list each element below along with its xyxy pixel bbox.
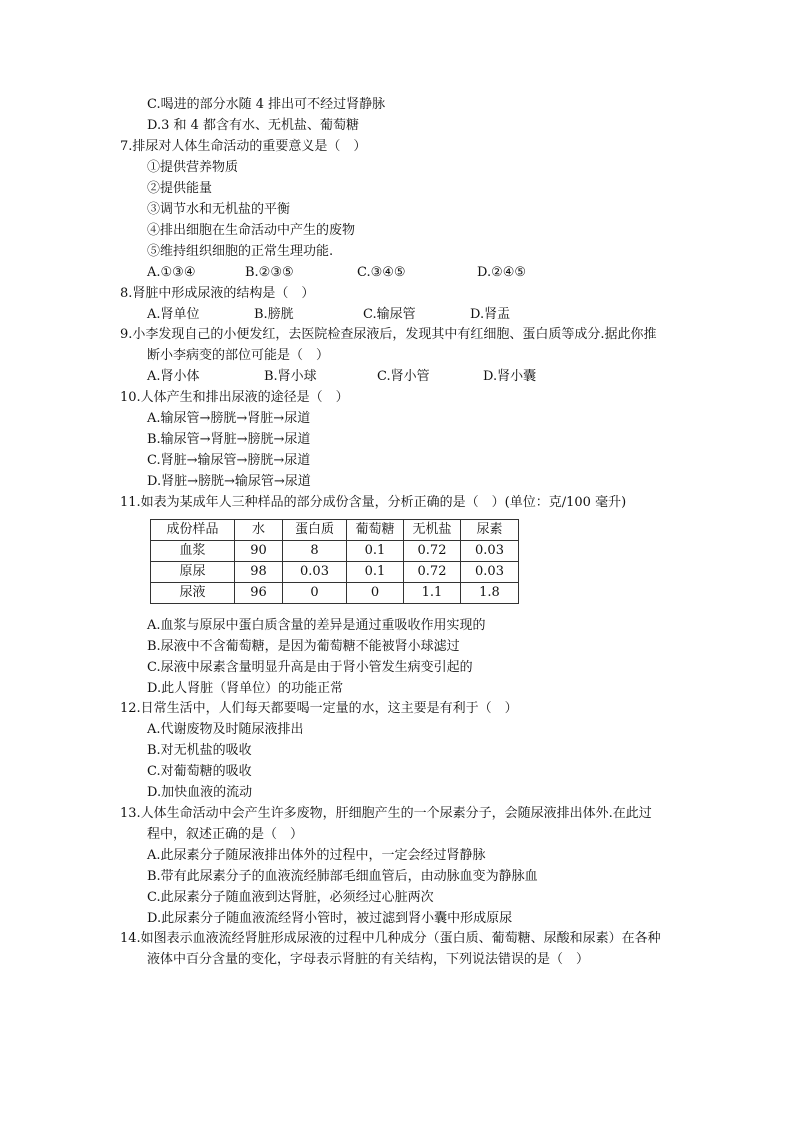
q9-option-a: A.肾小体: [147, 369, 200, 384]
table-cell: 8: [283, 541, 347, 562]
table-cell: 0: [283, 583, 347, 604]
q7-item-5: ⑤维持组织细胞的正常生理功能.: [147, 244, 334, 259]
table-cell: 0: [347, 583, 404, 604]
table-row: [151, 541, 519, 562]
table-row: [151, 583, 519, 604]
q14-stem-line1: 14.如图表示血液流经肾脏形成尿液的过程中几种成分（蛋白质、葡萄糖、尿酸和尿素）在各种: [120, 931, 661, 946]
table-cell: 0.1: [347, 541, 404, 562]
table-cell: 0.1: [347, 562, 404, 583]
q8-option-b: B.膀胱: [254, 307, 294, 322]
q7-option-c: C.③④⑤: [357, 265, 406, 280]
q12-option-c: C.对葡萄糖的吸收: [147, 764, 252, 779]
q6-option-d: D.3 和 4 都含有水、无机盐、葡萄糖: [147, 118, 360, 133]
q13-stem-line1: 13.人体生命活动中会产生许多废物，肝细胞产生的一个尿素分子，会随尿液排出体外.在此过: [120, 806, 652, 821]
q12-stem: 12.日常生活中，人们每天都要喝一定量的水，这主要是有利于（ ）: [120, 701, 518, 716]
table-header-cell: 成份样品: [151, 520, 235, 541]
table-header-cell: 尿素: [461, 520, 519, 541]
q9-stem-line2: 断小李病变的部位可能是（ ）: [147, 348, 330, 363]
table-cell: 原尿: [151, 562, 235, 583]
q13-stem-line2: 程中，叙述正确的是（ ）: [147, 827, 304, 842]
q9-stem-line1: 9.小李发现自己的小便发红，去医院检查尿液后，发现其中有红细胞、蛋白质等成分.据此你推: [120, 327, 657, 342]
q10-stem: 10.人体产生和排出尿液的途径是（ ）: [120, 390, 349, 405]
q14-stem-line2: 液体中百分含量的变化，字母表示肾脏的有关结构，下列说法错误的是（ ）: [147, 952, 590, 967]
table-cell: 96: [235, 583, 283, 604]
q7-option-a: A.①③④: [147, 265, 196, 280]
table-cell: 0.03: [461, 562, 519, 583]
q8-stem: 8.肾脏中形成尿液的结构是（ ）: [120, 286, 315, 301]
q10-option-c: C.肾脏→输尿管→膀胱→尿道: [147, 453, 311, 468]
table-cell: 0.72: [404, 541, 461, 562]
table-cell: 90: [235, 541, 283, 562]
q7-option-b: B.②③⑤: [245, 265, 294, 280]
q11-option-c: C.尿液中尿素含量明显升高是由于肾小管发生病变引起的: [147, 660, 473, 675]
q11-stem: 11.如表为某成年人三种样品的部分成份含量，分析正确的是（ ）(单位：克/100 毫升): [120, 495, 627, 510]
q9-option-b: B.肾小球: [264, 369, 317, 384]
q10-option-b: B.输尿管→肾脏→膀胱→尿道: [147, 432, 311, 447]
q8-option-d: D.肾盂: [470, 307, 511, 322]
q10-option-a: A.输尿管→膀胱→肾脏→尿道: [147, 411, 311, 426]
table-cell: 1.1: [404, 583, 461, 604]
q13-option-a: A.此尿素分子随尿液排出体外的过程中，一定会经过肾静脉: [147, 848, 486, 863]
q7-item-4: ④排出细胞在生命活动中产生的废物: [147, 223, 356, 238]
q13-option-b: B.带有此尿素分子的血液流经肺部毛细血管后，由动脉血变为静脉血: [147, 869, 538, 884]
q9-option-c: C.肾小管: [377, 369, 430, 384]
table-header-cell: 无机盐: [404, 520, 461, 541]
table-cell: 0.03: [461, 541, 519, 562]
table-cell: 0.72: [404, 562, 461, 583]
q10-option-d: D.肾脏→膀胱→输尿管→尿道: [147, 474, 311, 489]
table-cell: 0.03: [283, 562, 347, 583]
q7-item-1: ①提供营养物质: [147, 160, 239, 175]
q7-option-d: D.②④⑤: [477, 265, 527, 280]
table-cell: 尿液: [151, 583, 235, 604]
q12-option-d: D.加快血液的流动: [147, 785, 253, 800]
q11-option-a: A.血浆与原尿中蛋白质含量的差异是通过重吸收作用实现的: [147, 618, 486, 633]
q7-stem: 7.排尿对人体生命活动的重要意义是（ ）: [120, 139, 367, 154]
q7-item-3: ③调节水和无机盐的平衡: [147, 202, 291, 217]
q13-option-d: D.此尿素分子随血液流经肾小管时，被过滤到肾小囊中形成原尿: [147, 911, 513, 926]
composition-table: [150, 519, 519, 604]
q8-option-c: C.输尿管: [363, 307, 416, 322]
q9-option-d: D.肾小囊: [483, 369, 537, 384]
q12-option-b: B.对无机盐的吸收: [147, 743, 252, 758]
table-cell: 1.8: [461, 583, 519, 604]
table-header-cell: 蛋白质: [283, 520, 347, 541]
q11-option-d: D.此人肾脏（肾单位）的功能正常: [147, 681, 344, 696]
table-cell: 血浆: [151, 541, 235, 562]
q6-option-c: C.喝进的部分水随 4 排出可不经过肾静脉: [147, 97, 386, 112]
q13-option-c: C.此尿素分子随血液到达肾脏，必须经过心脏两次: [147, 890, 434, 905]
q8-option-a: A.肾单位: [147, 307, 200, 322]
table-cell: 98: [235, 562, 283, 583]
table-header-cell: 葡萄糖: [347, 520, 404, 541]
table-header-row: [151, 520, 519, 541]
q12-option-a: A.代谢废物及时随尿液排出: [147, 722, 304, 737]
table-row: [151, 562, 519, 583]
q11-option-b: B.尿液中不含葡萄糖，是因为葡萄糖不能被肾小球滤过: [147, 639, 460, 654]
table-header-cell: 水: [235, 520, 283, 541]
q7-item-2: ②提供能量: [147, 181, 213, 196]
